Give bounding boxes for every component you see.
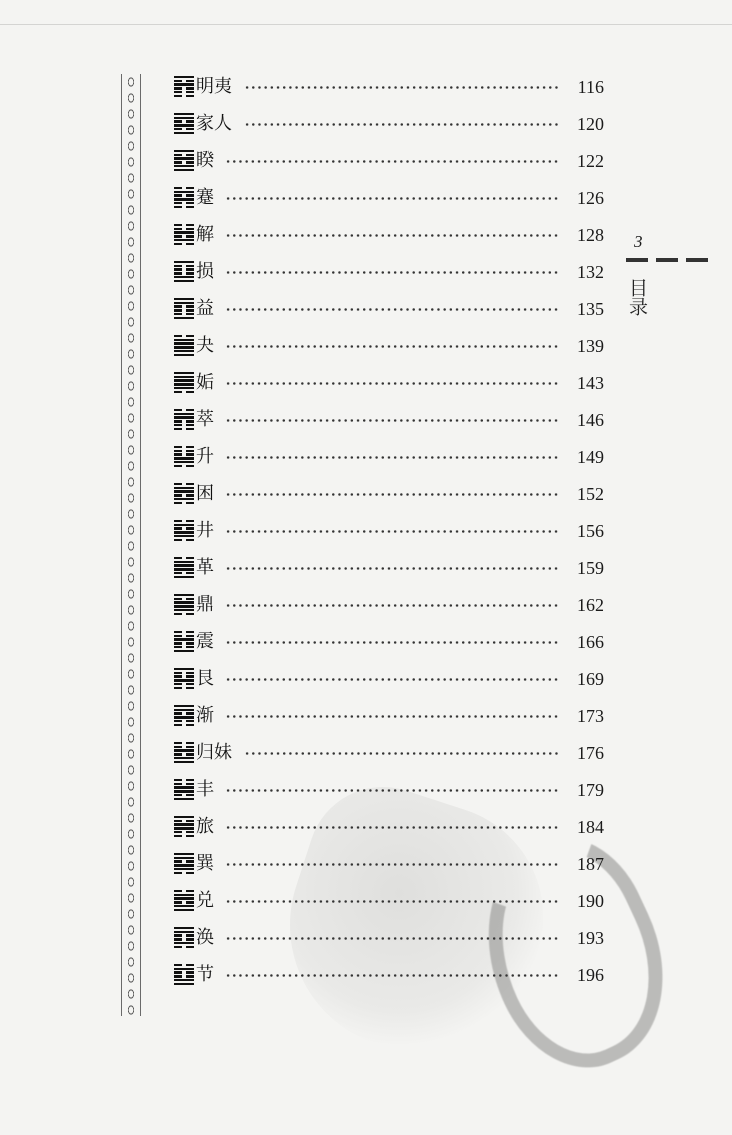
toc-entry-page-number: 146 <box>577 410 604 430</box>
toc-entry-page-number: 159 <box>577 558 604 578</box>
hexagram-icon <box>174 335 194 356</box>
hexagram-icon <box>174 557 194 578</box>
leader-dots <box>225 308 560 311</box>
toc-entry-title: 渐 <box>196 705 214 726</box>
hexagram-icon <box>174 853 194 874</box>
hexagram-icon <box>174 224 194 245</box>
toc-entry-page-number: 176 <box>577 743 604 763</box>
leader-dots <box>225 826 560 829</box>
toc-entry[interactable] <box>174 886 604 916</box>
toc-entry-page-number: 149 <box>577 447 604 467</box>
toc-entry[interactable] <box>174 664 604 694</box>
hexagram-icon <box>174 705 194 726</box>
toc-entry-page-number: 162 <box>577 595 604 615</box>
leader-dots <box>225 456 560 459</box>
toc-entry[interactable] <box>174 775 604 805</box>
hexagram-icon <box>174 409 194 430</box>
leader-dots <box>225 567 560 570</box>
toc-entry-page-number: 179 <box>577 780 604 800</box>
toc-entry-page-number: 169 <box>577 669 604 689</box>
hexagram-icon <box>174 594 194 615</box>
leader-dots <box>225 530 560 533</box>
leader-dots <box>225 641 560 644</box>
hexagram-icon <box>174 76 194 97</box>
toc-entry-title: 解 <box>196 224 214 245</box>
leader-dots <box>244 86 560 89</box>
toc-entry[interactable] <box>174 183 604 213</box>
toc-entry-title: 蹇 <box>196 187 214 208</box>
toc-entry-title: 丰 <box>196 779 214 800</box>
toc-entry-page-number: 156 <box>577 521 604 541</box>
toc-entry[interactable] <box>174 812 604 842</box>
hexagram-icon <box>174 668 194 689</box>
toc-entry-title: 节 <box>196 964 214 985</box>
toc-entry-title: 益 <box>196 298 214 319</box>
toc-entry-title: 损 <box>196 261 214 282</box>
toc-entry[interactable] <box>174 627 604 657</box>
toc-entry-page-number: 166 <box>577 632 604 652</box>
toc-entry[interactable] <box>174 701 604 731</box>
toc-entry[interactable] <box>174 442 604 472</box>
leader-dots <box>225 789 560 792</box>
toc-entry-page-number: 190 <box>577 891 604 911</box>
hexagram-icon <box>174 631 194 652</box>
toc-entry[interactable] <box>174 479 604 509</box>
leader-dots <box>225 937 560 940</box>
toc-entry[interactable] <box>174 960 604 990</box>
leader-dots <box>225 974 560 977</box>
toc-entry-title: 鼎 <box>196 594 214 615</box>
leader-dots <box>225 863 560 866</box>
toc-entry[interactable] <box>174 257 604 287</box>
toc-entry-page-number: 116 <box>577 77 604 97</box>
toc-entry-title: 旅 <box>196 816 214 837</box>
toc-entry-title: 巽 <box>196 853 214 874</box>
hexagram-icon <box>174 372 194 393</box>
toc-entry-title: 震 <box>196 631 214 652</box>
toc-entry-title: 革 <box>196 557 214 578</box>
toc-entry-title: 升 <box>196 446 214 467</box>
toc-entry[interactable] <box>174 553 604 583</box>
leader-dots <box>225 678 560 681</box>
toc-entry[interactable] <box>174 294 604 324</box>
leader-dots <box>225 419 560 422</box>
toc-entry-page-number: 152 <box>577 484 604 504</box>
toc-entry-title: 睽 <box>196 150 214 171</box>
hexagram-icon <box>174 742 194 763</box>
toc-entry[interactable] <box>174 109 604 139</box>
toc-entry[interactable] <box>174 220 604 250</box>
toc-entry-title: 困 <box>196 483 214 504</box>
toc-entry-page-number: 120 <box>577 114 604 134</box>
toc-entry-page-number: 193 <box>577 928 604 948</box>
toc-entry-page-number: 143 <box>577 373 604 393</box>
hexagram-icon <box>174 816 194 837</box>
leader-dots <box>225 900 560 903</box>
page-number: 3 <box>634 232 643 251</box>
leader-dots <box>244 752 560 755</box>
toc-entry-page-number: 132 <box>577 262 604 282</box>
toc-entry-page-number: 139 <box>577 336 604 356</box>
toc-entry-title: 家人 <box>196 113 232 134</box>
leader-dots <box>225 197 560 200</box>
hexagram-icon <box>174 261 194 282</box>
hexagram-icon <box>174 298 194 319</box>
toc-entry[interactable] <box>174 368 604 398</box>
chain-border <box>121 74 141 1016</box>
toc-entry[interactable] <box>174 590 604 620</box>
hexagram-icon <box>174 113 194 134</box>
leader-dots <box>225 604 560 607</box>
hexagram-icon <box>174 483 194 504</box>
toc-entry-title: 姤 <box>196 372 214 393</box>
toc-entry[interactable] <box>174 738 604 768</box>
leader-dots <box>244 123 560 126</box>
leader-dots <box>225 715 560 718</box>
toc-entry[interactable] <box>174 849 604 879</box>
hexagram-icon <box>174 890 194 911</box>
toc-entry-title: 明夷 <box>196 76 232 97</box>
toc-entry-title: 归妹 <box>196 742 232 763</box>
toc-entry-page-number: 128 <box>577 225 604 245</box>
toc-entry[interactable] <box>174 72 604 102</box>
toc-entry[interactable] <box>174 516 604 546</box>
leader-dots <box>225 160 560 163</box>
hexagram-icon <box>174 150 194 171</box>
toc-entry[interactable] <box>174 331 604 361</box>
toc-entry-page-number: 184 <box>577 817 604 837</box>
toc-entry-page-number: 173 <box>577 706 604 726</box>
toc-entry-page-number: 122 <box>577 151 604 171</box>
leader-dots <box>225 382 560 385</box>
hexagram-icon <box>174 964 194 985</box>
hexagram-icon <box>174 520 194 541</box>
hexagram-icon <box>174 187 194 208</box>
toc-entry-page-number: 126 <box>577 188 604 208</box>
toc-entry-title: 艮 <box>196 668 214 689</box>
toc-entry-title: 萃 <box>196 409 214 430</box>
toc-entry-page-number: 196 <box>577 965 604 985</box>
leader-dots <box>225 271 560 274</box>
leader-dots <box>225 234 560 237</box>
toc-entry[interactable] <box>174 405 604 435</box>
leader-dots <box>225 345 560 348</box>
section-rule <box>626 258 714 262</box>
toc-entry-title: 兑 <box>196 890 214 911</box>
hexagram-icon <box>174 446 194 467</box>
hexagram-icon <box>174 927 194 948</box>
hexagram-icon <box>174 779 194 800</box>
toc-entry-page-number: 187 <box>577 854 604 874</box>
section-title: 目录 <box>626 278 648 316</box>
toc-entry[interactable] <box>174 146 604 176</box>
toc-entry-title: 夬 <box>196 335 214 356</box>
leader-dots <box>225 493 560 496</box>
toc-entry-title: 涣 <box>196 927 214 948</box>
toc-entry-page-number: 135 <box>577 299 604 319</box>
page-top-edge <box>0 24 732 25</box>
toc-entry[interactable] <box>174 923 604 953</box>
toc-entry-title: 井 <box>196 520 214 541</box>
